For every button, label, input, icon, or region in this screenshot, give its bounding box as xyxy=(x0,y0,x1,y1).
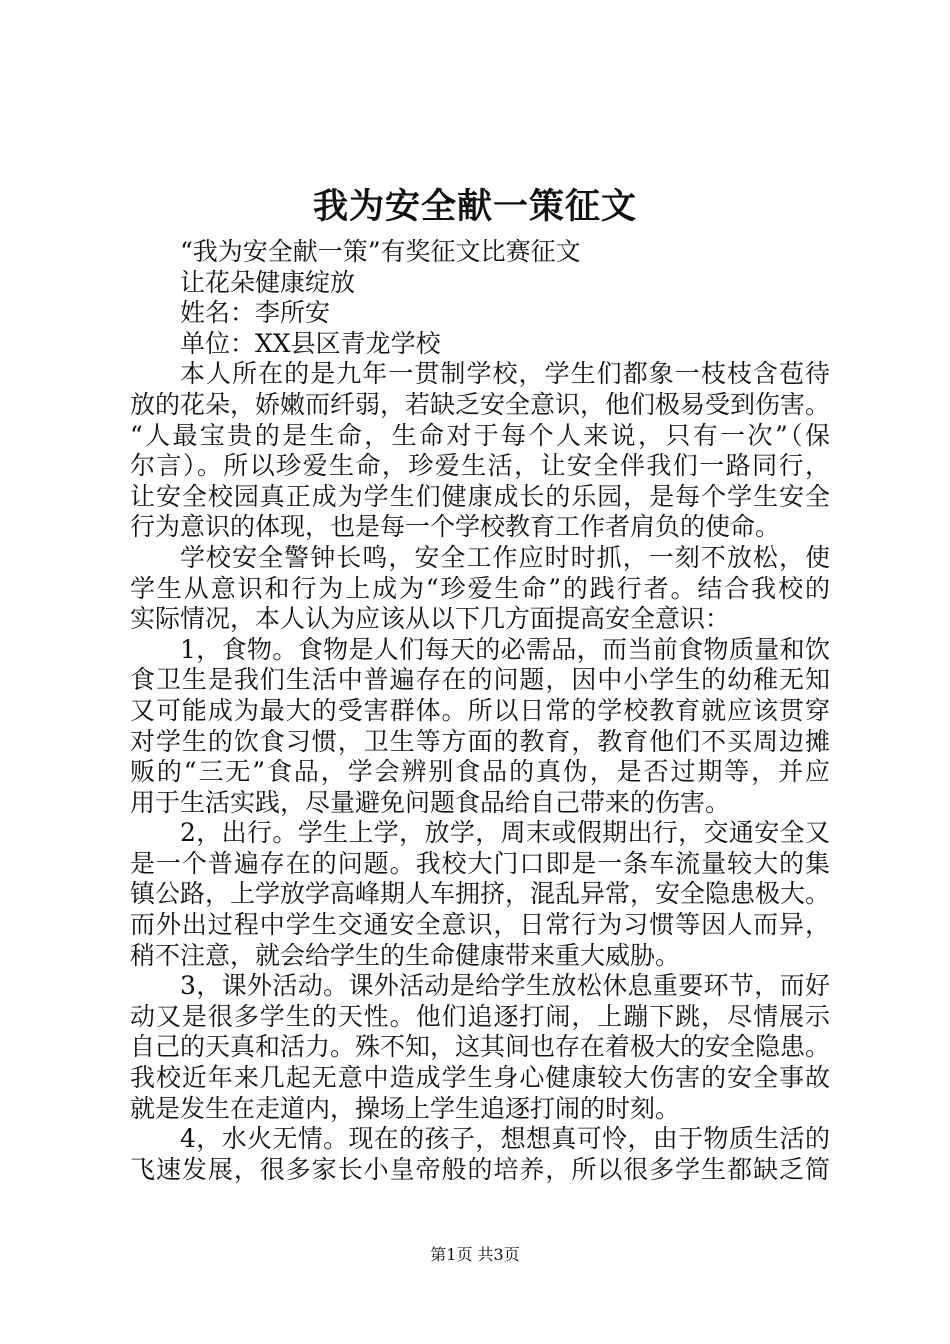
text-line: 1，食物。食物是人们每天的必需品，而当前食物质量和饮 xyxy=(180,634,830,664)
text-line: 镇公路，上学放学高峰期人车拥挤，混乱异常，安全隐患极大。 xyxy=(130,879,831,909)
text-line: 3，课外活动。课外活动是给学生放松休息重要环节，而好 xyxy=(180,971,830,1001)
text-line: “人最宝贵的是生命，生命对于每个人来说，只有一次”（保 xyxy=(130,420,830,450)
page-footer: 第1页 共3页 xyxy=(430,1245,520,1264)
text-line: 让花朵健康绽放 xyxy=(180,267,356,297)
text-line: 又可能成为最大的受害群体。所以日常的学校教育就应该贯穿 xyxy=(130,695,830,725)
text-line: 我校近年来几起无意中造成学生身心健康较大伤害的安全事故 xyxy=(130,1063,830,1093)
text-line: 实际情况，本人认为应该从以下几方面提高安全意识： xyxy=(130,604,731,634)
text-line: 贩的“三无”食品，学会辨别食品的真伪，是否过期等，并应 xyxy=(130,757,830,787)
text-line: 就是发生在走道内，操场上学生追逐打闹的时刻。 xyxy=(130,1093,681,1123)
text-line: 自己的天真和活力。殊不知，这其间也存在着极大的安全隐患。 xyxy=(130,1032,831,1062)
text-line: 食卫生是我们生活中普遍存在的问题，因中小学生的幼稚无知 xyxy=(130,665,830,695)
document-body xyxy=(130,237,830,1185)
text-line: 2，出行。学生上学，放学，周末或假期出行，交通安全又 xyxy=(180,818,830,848)
text-line: 稍不注意，就会给学生的生命健康带来重大威胁。 xyxy=(130,940,681,970)
text-line: 尔言）。所以珍爱生命，珍爱生活，让安全伴我们一路同行， xyxy=(130,451,830,481)
text-line: 飞速发展，很多家长小皇帝般的培养，所以很多学生都缺乏简 xyxy=(130,1154,830,1184)
text-line: 本人所在的是九年一贯制学校，学生们都象一枝枝含苞待 xyxy=(180,359,830,389)
text-line: 4，水火无情。现在的孩子，想想真可怜，由于物质生活的 xyxy=(180,1124,830,1154)
text-line: 对学生的饮食习惯，卫生等方面的教育，教育他们不买周边摊 xyxy=(130,726,830,756)
text-line: 用于生活实践，尽量避免问题食品给自己带来的伤害。 xyxy=(130,787,731,817)
document-title: 我为安全献一策征文 xyxy=(312,186,637,227)
text-line: “我为安全献一策”有奖征文比赛征文 xyxy=(180,237,581,266)
text-line: 动又是很多学生的天性。他们追逐打闹，上蹦下跳，尽情展示 xyxy=(130,1001,830,1031)
text-line: 让安全校园真正成为学生们健康成长的乐园，是每个学生安全 xyxy=(130,481,830,511)
text-line: 学生从意识和行为上成为“珍爱生命”的践行者。结合我校的 xyxy=(130,573,830,603)
text-line: 而外出过程中学生交通安全意识，日常行为习惯等因人而异， xyxy=(130,910,830,940)
text-line: 是一个普遍存在的问题。我校大门口即是一条车流量较大的集 xyxy=(130,848,830,878)
text-line: 行为意识的体现，也是每一个学校教育工作者肩负的使命。 xyxy=(130,512,781,542)
text-line: 学校安全警钟长鸣，安全工作应时时抓，一刻不放松，使 xyxy=(180,542,830,572)
text-line: 单位：XX县区青龙学校 xyxy=(180,328,441,358)
text-line: 放的花朵，娇嫩而纤弱，若缺乏安全意识，他们极易受到伤害。 xyxy=(130,389,831,419)
text-line: 姓名：李所安 xyxy=(180,298,331,328)
